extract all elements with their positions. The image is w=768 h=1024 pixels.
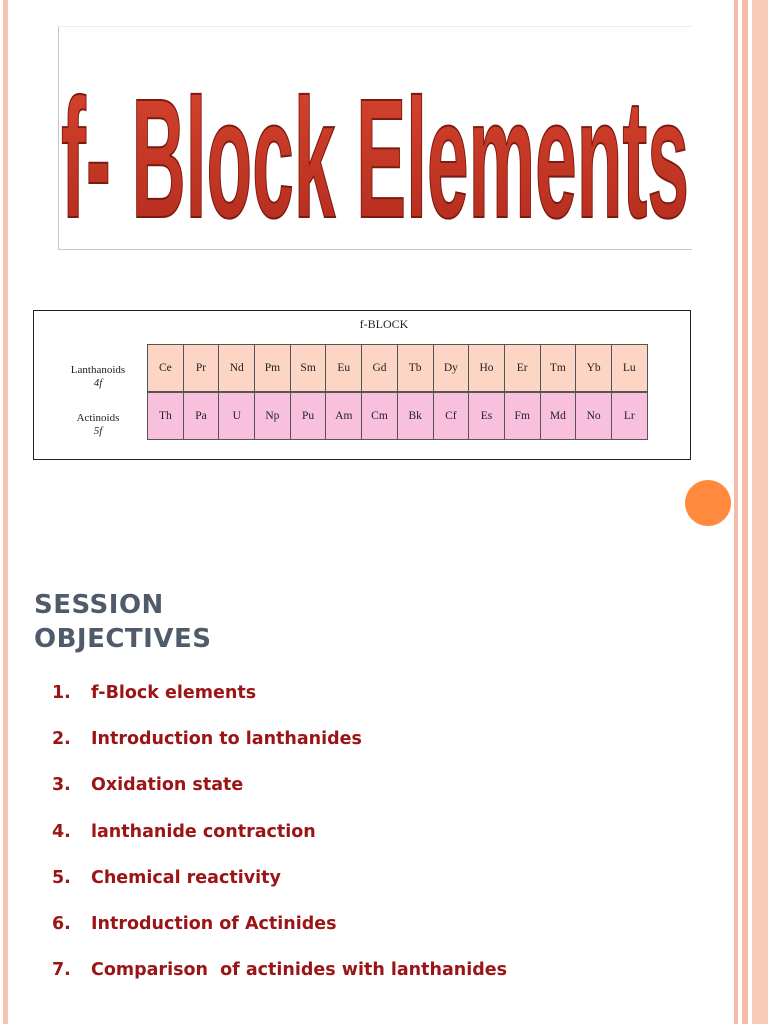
item-number: 1.	[52, 683, 71, 703]
right-border-line	[742, 0, 748, 1024]
element-cell: Md	[540, 392, 577, 440]
element-cell: Es	[468, 392, 505, 440]
element-cell: Np	[254, 392, 291, 440]
lanthanoids-sublabel: 4f	[93, 377, 103, 389]
f-block-table	[33, 310, 691, 460]
item-text: Oxidation state	[91, 775, 244, 796]
list-item	[52, 775, 507, 821]
right-border-line	[734, 0, 738, 1024]
element-cell: Nd	[218, 344, 255, 392]
element-cell: Am	[325, 392, 362, 440]
element-cell: Lu	[611, 344, 648, 392]
list-item	[52, 683, 507, 729]
item-text: Chemical reactivity	[91, 867, 281, 888]
page-title: f- Block Elements	[61, 64, 689, 249]
element-cell: Cf	[433, 392, 470, 440]
lanthanoids-row	[148, 344, 648, 392]
item-text: f-Block elements	[91, 683, 257, 703]
element-cell: Yb	[575, 344, 612, 392]
element-cell: Tb	[397, 344, 434, 392]
item-number: 7.	[52, 960, 71, 981]
left-border	[3, 0, 8, 1024]
list-item	[52, 960, 507, 1006]
element-cell: Th	[147, 392, 184, 440]
element-cell: Pr	[183, 344, 220, 392]
list-item	[52, 914, 507, 960]
item-text: Introduction to lanthanides	[91, 729, 362, 750]
accent-circle	[685, 480, 731, 526]
lanthanoids-label-text: Lanthanoids	[70, 364, 126, 376]
item-text: lanthanide contraction	[91, 821, 316, 842]
actinoids-row	[148, 392, 648, 440]
list-item	[52, 868, 507, 914]
item-number: 3.	[52, 775, 71, 796]
element-cell: Pa	[183, 392, 220, 440]
actinoids-label-text: Actinoids	[76, 412, 120, 424]
element-cell: U	[218, 392, 255, 440]
element-cell: Bk	[397, 392, 434, 440]
element-cell: Pu	[290, 392, 327, 440]
element-cell: Ce	[147, 344, 184, 392]
list-item	[52, 729, 507, 775]
element-cell: Pm	[254, 344, 291, 392]
element-cell: Er	[504, 344, 541, 392]
heading-line-2: OBJECTIVES	[34, 624, 212, 654]
title-wordart	[59, 27, 691, 249]
element-cell: Cm	[361, 392, 398, 440]
element-cell: Lr	[611, 392, 648, 440]
item-text: Introduction of Actinides	[91, 913, 337, 934]
f-block-heading: f-BLOCK	[359, 317, 409, 331]
item-number: 5.	[52, 867, 71, 888]
element-cell: Sm	[290, 344, 327, 392]
item-number: 6.	[52, 913, 71, 934]
heading-line-1: SESSION	[34, 590, 164, 620]
element-cell: Tm	[540, 344, 577, 392]
element-cell: Fm	[504, 392, 541, 440]
element-cell: No	[575, 392, 612, 440]
element-cell: Gd	[361, 344, 398, 392]
list-item	[52, 822, 507, 868]
session-objectives-heading	[34, 588, 334, 656]
item-number: 4.	[52, 821, 71, 842]
element-cell: Ho	[468, 344, 505, 392]
element-cell: Eu	[325, 344, 362, 392]
actinoids-label	[48, 412, 148, 438]
title-banner	[58, 26, 692, 250]
element-cell: Dy	[433, 344, 470, 392]
item-number: 2.	[52, 729, 71, 750]
objectives-list	[52, 683, 507, 1006]
lanthanoids-label	[48, 364, 148, 390]
right-border-band	[752, 0, 768, 1024]
actinoids-sublabel: 5f	[93, 425, 103, 437]
item-text: Comparison of actinides with lanthanides	[91, 960, 508, 981]
